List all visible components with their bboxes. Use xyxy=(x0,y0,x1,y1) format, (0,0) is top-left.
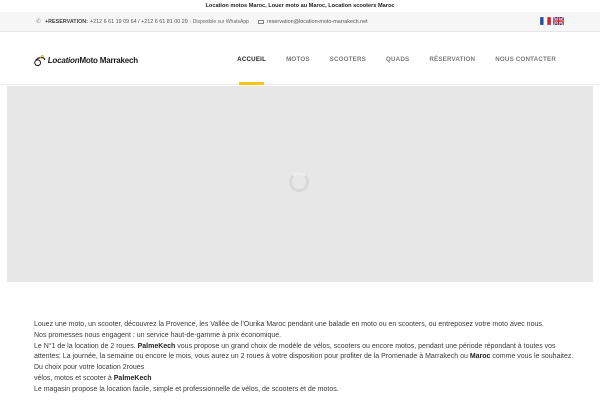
contact-info xyxy=(36,12,368,32)
whatsapp-note: - Disponible sur WhatsApp xyxy=(189,19,249,25)
brand-name: PalmeKech xyxy=(137,342,176,350)
email-group[interactable] xyxy=(258,19,368,25)
reservation-label: +RESERVATION: xyxy=(45,19,88,25)
language-switcher xyxy=(540,17,564,25)
intro-text-part: comme vous le souhaitez. xyxy=(490,353,574,361)
logo-text-location: Location xyxy=(47,55,80,65)
french-flag-icon[interactable] xyxy=(540,17,551,25)
nav-item-contact[interactable]: NOUS CONTACTER xyxy=(495,55,556,63)
logo-text-name: Moto Marrakech xyxy=(79,55,138,65)
main-navigation xyxy=(227,33,566,85)
intro-line: Nos promesses nous engagent : un service haut-de-gamme à prix économique. xyxy=(34,331,282,339)
nav-item-motos[interactable]: MOTOS xyxy=(286,55,310,63)
uk-flag-icon[interactable] xyxy=(553,17,564,25)
intro-line: Le magasin propose la location facile, simple et professionnelle de vélos, de scooters et de motos. xyxy=(34,385,339,393)
nav-item-accueil[interactable]: ACCUEIL xyxy=(227,33,276,85)
intro-text xyxy=(34,320,574,396)
top-contact-bar xyxy=(0,12,600,32)
maroc-keyword: Maroc xyxy=(469,353,491,361)
intro-paragraph xyxy=(34,342,574,364)
nav-item-scooters[interactable]: SCOOTERS xyxy=(329,55,366,63)
motorbike-logo-icon xyxy=(34,53,47,67)
envelope-icon xyxy=(258,20,264,24)
intro-paragraph xyxy=(34,374,574,385)
loading-spinner-icon xyxy=(289,172,309,192)
phone-numbers[interactable]: +212 6 61 19 09 64 / +212 6 61 81 00 29 xyxy=(89,19,188,25)
site-tagline: Location motos Maroc, Louer moto au Maroc, Location scooters Maroc xyxy=(0,0,600,12)
nav-item-reservation[interactable]: RÉSERVATION xyxy=(429,55,476,63)
logo-text xyxy=(48,56,138,65)
site-header xyxy=(0,33,600,85)
email-link[interactable]: reservation@location-moto-marrakech.net xyxy=(266,19,368,25)
nav-item-quads[interactable]: QUADS xyxy=(385,55,410,63)
intro-line: Louez une moto, un scooter, découvrez la Provence, les Vallée de l'Ourika Maroc pendant une balade en moto ou en scooters, ou entreposez votre moto avec nous. xyxy=(34,321,544,328)
intro-text-part: Le N°1 de la location de 2 roues. xyxy=(34,342,138,350)
brand-name: PalmeKech xyxy=(113,374,152,382)
phone-icon: ✆ xyxy=(36,19,42,25)
site-logo[interactable] xyxy=(34,51,138,69)
intro-text-part: vous propose un grand choix de modèle de vélos, scooters ou encore motos, pendant une période répondant à toutes vos attentes: La journée, la semaine ou encore le mois, vous aurez un 2 roues à votre disposition pour profiter de la Promenade à Marrakech ou xyxy=(34,342,556,361)
intro-line: Du choix pour votre location 2roues xyxy=(34,364,145,372)
intro-text-part: vélos, motos et scooter à xyxy=(34,374,114,382)
